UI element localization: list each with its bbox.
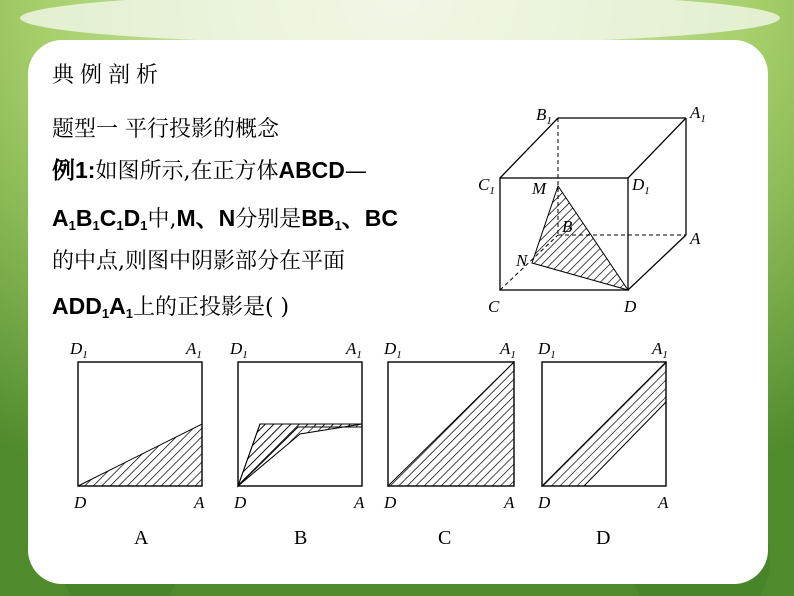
option-c-tl: $D_1$ <box>384 339 402 361</box>
bb: BB <box>301 205 335 231</box>
cube-label-a: A <box>690 229 701 248</box>
dash: — <box>344 159 367 184</box>
cube-figure <box>470 98 720 323</box>
section-title: 典例剖析 <box>52 63 165 88</box>
add-sub: 1 <box>101 306 110 321</box>
line1-text: 如图所示,在正方体 <box>95 159 279 184</box>
option-d-br: A <box>658 493 669 512</box>
cube-label-m: M <box>532 179 547 198</box>
cube-label-b1: $B_1$ <box>536 105 552 127</box>
problem-line-3: 的中点,则图中阴影部分在平面 <box>52 249 345 274</box>
b1-sub: 1 <box>92 218 100 233</box>
answer-options <box>62 330 702 560</box>
option-d-tr: $A_1$ <box>652 339 668 361</box>
option-c-tr: $A_1$ <box>500 339 516 361</box>
bc: 、BC <box>341 205 398 231</box>
option-c-figure[interactable] <box>383 339 516 549</box>
option-a-tl: $D_1$ <box>70 339 88 361</box>
a-plane-sub: 1 <box>125 306 133 321</box>
cube-label-a1: $A_1$ <box>690 103 706 125</box>
option-b-tl: $D_1$ <box>230 339 248 361</box>
b1: B <box>75 205 93 231</box>
bb-sub: 1 <box>334 218 342 233</box>
option-d-label: D <box>596 527 611 549</box>
option-c-br: A <box>504 493 515 512</box>
line4-zh: 上的正投影是( ) <box>132 295 290 320</box>
d1: D <box>123 205 141 231</box>
example-prefix: 例1: <box>52 157 96 183</box>
problem-heading: 题型一 平行投影的概念 <box>52 117 279 142</box>
cube-name: ABCD <box>278 157 345 183</box>
option-b-br: A <box>354 493 365 512</box>
d1-sub: 1 <box>140 218 148 233</box>
option-a-bl: D <box>74 493 87 512</box>
option-d-figure[interactable] <box>537 339 669 549</box>
option-a-br: A <box>194 493 205 512</box>
option-b-tr: $A_1$ <box>346 339 362 361</box>
line2-zh1: 中, <box>147 207 177 232</box>
option-c-bl: D <box>384 493 397 512</box>
a1-sub: 1 <box>68 218 76 233</box>
option-b-bl: D <box>234 493 247 512</box>
option-c-label: C <box>438 527 452 549</box>
c1-sub: 1 <box>116 218 124 233</box>
cube-label-c: C <box>488 297 500 316</box>
mn: M、N <box>176 205 236 231</box>
problem-line-2 <box>52 200 398 233</box>
option-b-figure[interactable] <box>229 339 365 549</box>
problem-line-4 <box>52 290 289 321</box>
cube-label-d1: $D_1$ <box>632 175 650 197</box>
option-d-bl: D <box>538 493 551 512</box>
option-d-tl: $D_1$ <box>538 339 556 361</box>
option-a-figure[interactable] <box>69 339 205 549</box>
cube-label-b: B <box>562 217 573 236</box>
a1: A <box>52 205 69 231</box>
line2-zh2: 分别是 <box>235 207 302 232</box>
problem-line-1 <box>52 152 367 185</box>
option-b-label: B <box>294 527 308 549</box>
option-a-tr: $A_1$ <box>186 339 202 361</box>
cube-label-d: D <box>624 297 637 316</box>
option-a-label: A <box>134 527 149 549</box>
a-plane: A <box>109 293 126 319</box>
c1: C <box>99 205 117 231</box>
cube-label-n: N <box>516 251 528 270</box>
add: ADD <box>52 293 102 319</box>
cube-label-c1: $C_1$ <box>478 175 495 197</box>
